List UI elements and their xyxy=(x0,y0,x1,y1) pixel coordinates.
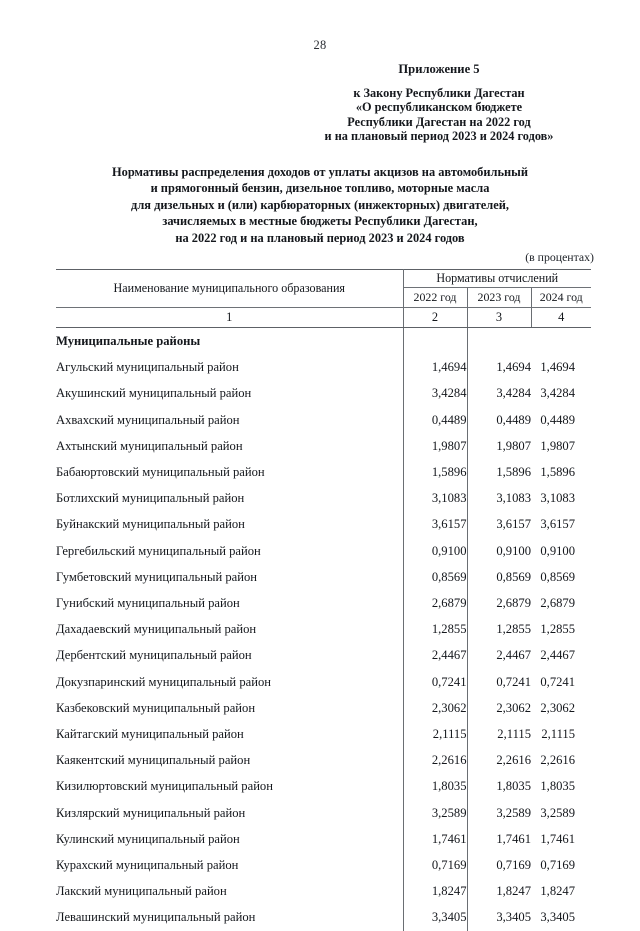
header-column-number-2: 2 xyxy=(403,308,467,328)
row-value-2023: 3,2589 xyxy=(467,800,531,826)
table-row xyxy=(56,904,591,930)
row-value-2023: 1,8247 xyxy=(467,878,531,904)
row-value-2023: 2,2616 xyxy=(467,747,531,773)
row-municipality-name: Ахтынский муниципальный район xyxy=(56,438,243,453)
row-value-2024: 3,6157 xyxy=(540,517,576,532)
row-value-2024: 1,5896 xyxy=(540,465,576,480)
row-value-2022: 2,3062 xyxy=(403,695,467,721)
table-row xyxy=(56,407,591,433)
header-year-2022: 2022 год xyxy=(403,288,467,308)
row-value-2022: 1,7461 xyxy=(403,826,467,852)
row-value-2023: 3,3405 xyxy=(467,904,531,930)
document-title-line-2: для дизельных и (или) карбюраторных (инжекторных) двигателей, xyxy=(131,197,509,212)
row-value-2023: 1,8035 xyxy=(467,773,531,799)
row-value-2024: 3,2589 xyxy=(540,805,576,820)
row-value-2022: 0,4489 xyxy=(403,407,467,433)
document-title-line-3: зачисляемых в местные бюджеты Республики Дагестан, xyxy=(162,214,478,229)
group-heading-value-2022 xyxy=(403,328,467,355)
row-municipality-name: Курахский муниципальный район xyxy=(56,858,239,873)
appendix-line-1: «О республиканском бюджете xyxy=(355,100,523,115)
appendix-line-3: и на плановый период 2023 и 2024 годов» xyxy=(324,129,554,144)
row-value-2022: 2,2616 xyxy=(403,747,467,773)
row-municipality-name: Акушинский муниципальный район xyxy=(56,386,252,401)
row-value-2024: 1,9807 xyxy=(540,438,576,453)
row-value-2024: 1,8247 xyxy=(540,884,576,899)
row-municipality-name: Каякентский муниципальный район xyxy=(56,753,251,768)
row-value-2023: 0,7169 xyxy=(467,852,531,878)
table-row xyxy=(56,354,591,380)
row-municipality-name: Ахвахский муниципальный район xyxy=(56,412,240,427)
norms-table xyxy=(56,269,591,931)
row-value-2024: 0,7169 xyxy=(540,858,576,873)
appendix-line-2: Республики Дагестан на 2022 год xyxy=(347,114,531,129)
table-row xyxy=(56,773,591,799)
row-municipality-name: Ботлихский муниципальный район xyxy=(56,491,245,506)
row-value-2023: 1,5896 xyxy=(467,459,531,485)
row-municipality-name: Буйнакский муниципальный район xyxy=(56,517,245,532)
table-row xyxy=(56,852,591,878)
row-value-2022: 1,9807 xyxy=(403,433,467,459)
row-value-2022: 0,8569 xyxy=(403,564,467,590)
table-row xyxy=(56,721,591,747)
table-header-row-group xyxy=(56,270,591,288)
row-value-2022: 2,6879 xyxy=(403,590,467,616)
units-note: (в процентах) xyxy=(525,250,594,264)
row-value-2022: 1,2855 xyxy=(403,616,467,642)
row-value-2023: 3,4284 xyxy=(467,380,531,406)
row-value-2022: 0,7169 xyxy=(403,852,467,878)
appendix-title: Приложение 5 xyxy=(398,62,480,76)
table-body xyxy=(56,328,591,931)
header-name-column: Наименование муниципального образования xyxy=(56,270,403,308)
norms-table-wrapper xyxy=(56,269,591,931)
table-row xyxy=(56,642,591,668)
row-value-2024: 1,8035 xyxy=(540,779,576,794)
table-row xyxy=(56,433,591,459)
table-row xyxy=(56,695,591,721)
header-year-2024: 2024 год xyxy=(531,288,591,308)
row-value-2024: 1,7461 xyxy=(540,831,576,846)
row-value-2024: 3,3405 xyxy=(540,910,576,925)
page-number: 28 xyxy=(313,38,327,52)
row-value-2022: 1,4694 xyxy=(403,354,467,380)
row-value-2023: 1,9807 xyxy=(467,433,531,459)
row-municipality-name: Докузпаринский муниципальный район xyxy=(56,674,271,689)
row-value-2022: 0,9100 xyxy=(403,538,467,564)
row-value-2024: 1,2855 xyxy=(540,622,576,637)
table-row xyxy=(56,485,591,511)
row-value-2023: 0,9100 xyxy=(467,538,531,564)
row-value-2022: 3,4284 xyxy=(403,380,467,406)
table-row xyxy=(56,380,591,406)
row-value-2023: 1,7461 xyxy=(467,826,531,852)
row-value-2023: 0,4489 xyxy=(467,407,531,433)
row-value-2024: 3,4284 xyxy=(540,386,576,401)
row-value-2024: 2,1115 xyxy=(541,727,576,742)
row-value-2024: 2,6879 xyxy=(540,596,576,611)
row-value-2022: 1,8247 xyxy=(403,878,467,904)
table-row xyxy=(56,564,591,590)
table-header-row-numbers xyxy=(56,308,591,328)
row-value-2023: 2,1115 xyxy=(467,721,531,747)
row-value-2022: 1,8035 xyxy=(403,773,467,799)
row-municipality-name: Гергебильский муниципальный район xyxy=(56,543,261,558)
table-row xyxy=(56,511,591,537)
table-row xyxy=(56,826,591,852)
document-title-line-4: на 2022 год и на плановый период 2023 и 2024 годов xyxy=(175,230,465,245)
row-value-2022: 3,3405 xyxy=(403,904,467,930)
row-value-2022: 0,7241 xyxy=(403,669,467,695)
row-value-2022: 2,4467 xyxy=(403,642,467,668)
row-municipality-name: Агульский муниципальный район xyxy=(56,360,239,375)
group-heading-value-2023 xyxy=(467,328,531,355)
row-value-2024: 1,4694 xyxy=(540,360,576,375)
header-column-number-3: 3 xyxy=(467,308,531,328)
row-municipality-name: Дахадаевский муниципальный район xyxy=(56,622,257,637)
document-title xyxy=(50,164,590,246)
header-group-label: Нормативы отчислений xyxy=(403,270,591,288)
row-municipality-name: Кайтагский муниципальный район xyxy=(56,727,244,742)
row-value-2024: 0,4489 xyxy=(540,412,576,427)
row-value-2023: 0,7241 xyxy=(467,669,531,695)
row-municipality-name: Казбековский муниципальный район xyxy=(56,700,256,715)
row-value-2023: 3,1083 xyxy=(467,485,531,511)
document-title-line-0: Нормативы распределения доходов от уплаты акцизов на автомобильный xyxy=(112,165,528,179)
row-municipality-name: Кизилюртовский муниципальный район xyxy=(56,779,273,794)
table-row xyxy=(56,616,591,642)
row-value-2024: 2,4467 xyxy=(540,648,576,663)
row-municipality-name: Бабаюртовский муниципальный район xyxy=(56,465,265,480)
row-value-2023: 1,4694 xyxy=(467,354,531,380)
table-row xyxy=(56,459,591,485)
document-title-line-1: и прямогонный бензин, дизельное топливо, моторные масла xyxy=(150,181,490,196)
row-value-2023: 2,6879 xyxy=(467,590,531,616)
table-header xyxy=(56,270,591,328)
row-value-2023: 0,8569 xyxy=(467,564,531,590)
row-value-2024: 0,8569 xyxy=(540,569,576,584)
row-municipality-name: Дербентский муниципальный район xyxy=(56,648,252,663)
group-heading-value-2024 xyxy=(531,328,591,355)
row-value-2023: 2,4467 xyxy=(467,642,531,668)
header-column-number-1: 1 xyxy=(56,308,403,328)
table-row xyxy=(56,800,591,826)
row-municipality-name: Кулинский муниципальный район xyxy=(56,831,240,846)
row-value-2023: 2,3062 xyxy=(467,695,531,721)
row-value-2022: 1,5896 xyxy=(403,459,467,485)
row-municipality-name: Лакский муниципальный район xyxy=(56,884,227,899)
table-row xyxy=(56,538,591,564)
row-value-2024: 2,2616 xyxy=(540,753,576,768)
row-value-2022: 3,1083 xyxy=(403,485,467,511)
row-value-2024: 3,1083 xyxy=(540,491,576,506)
table-row xyxy=(56,590,591,616)
row-value-2023: 3,6157 xyxy=(467,511,531,537)
row-value-2022: 2,1115 xyxy=(403,721,467,747)
table-row xyxy=(56,669,591,695)
table-row-group-heading xyxy=(56,328,591,355)
row-municipality-name: Гумбетовский муниципальный район xyxy=(56,569,258,584)
row-value-2023: 1,2855 xyxy=(467,616,531,642)
row-value-2022: 3,6157 xyxy=(403,511,467,537)
row-municipality-name: Левашинский муниципальный район xyxy=(56,910,256,925)
row-value-2022: 3,2589 xyxy=(403,800,467,826)
appendix-line-0: к Закону Республики Дагестан xyxy=(353,85,525,100)
group-heading-label: Муниципальные районы xyxy=(56,334,201,348)
row-municipality-name: Кизлярский муниципальный район xyxy=(56,805,246,820)
table-row xyxy=(56,878,591,904)
row-municipality-name: Гунибский муниципальный район xyxy=(56,596,240,611)
table-row xyxy=(56,747,591,773)
header-year-2023: 2023 год xyxy=(467,288,531,308)
appendix-reference-block xyxy=(274,62,604,144)
row-value-2024: 0,9100 xyxy=(540,543,576,558)
row-value-2024: 0,7241 xyxy=(540,674,576,689)
header-column-number-4: 4 xyxy=(531,308,591,328)
row-value-2024: 2,3062 xyxy=(540,700,576,715)
